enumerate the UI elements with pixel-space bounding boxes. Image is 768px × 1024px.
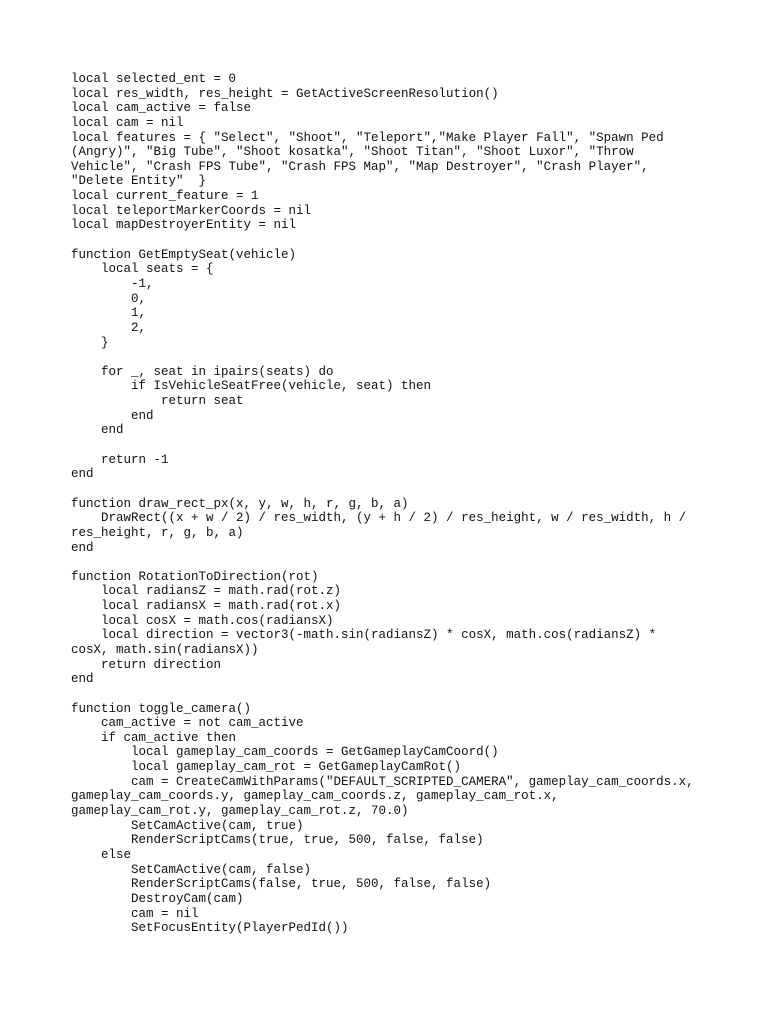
code-line: local mapDestroyerEntity = nil: [71, 218, 297, 233]
code-line: cam = nil: [71, 906, 199, 921]
code-line: [71, 687, 711, 702]
code-line: cam_active = not cam_active: [71, 716, 304, 731]
code-line: if IsVehicleSeatFree(vehicle, seat) then: [71, 379, 432, 394]
code-line: end: [71, 672, 94, 687]
code-line: local cam = nil: [71, 115, 184, 130]
code-line: RenderScriptCams(false, true, 500, false, false): [71, 877, 492, 892]
code-line: [71, 438, 711, 453]
code-line: local gameplay_cam_rot = GetGameplayCamRot(): [71, 760, 462, 775]
code-line: if cam_active then: [71, 730, 237, 745]
code-line: local seats = {: [71, 262, 214, 277]
code-line: (Angry)", "Big Tube", "Shoot kosatka", "Shoot Titan", "Shoot Luxor", "Throw: [71, 145, 634, 160]
code-line: function draw_rect_px(x, y, w, h, r, g, b, a): [71, 496, 409, 511]
code-line: cam = CreateCamWithParams("DEFAULT_SCRIPTED_CAMERA", gameplay_cam_coords.x,: [71, 774, 694, 789]
code-line: SetCamActive(cam, true): [71, 818, 304, 833]
code-line: local teleportMarkerCoords = nil: [71, 203, 312, 218]
code-line: return direction: [71, 657, 222, 672]
code-line: end: [71, 423, 124, 438]
code-line: }: [71, 335, 109, 350]
code-line: local cam_active = false: [71, 101, 252, 116]
code-line: local selected_ent = 0: [71, 72, 237, 86]
code-line: res_height, r, g, b, a): [71, 525, 244, 540]
code-line: [71, 482, 711, 497]
code-line: [71, 555, 711, 570]
code-line: for _, seat in ipairs(seats) do: [71, 364, 334, 379]
code-line: RenderScriptCams(true, true, 500, false, false): [71, 833, 484, 848]
code-line: [71, 350, 711, 365]
code-line: function RotationToDirection(rot): [71, 569, 319, 584]
code-line: 1,: [71, 306, 147, 321]
code-line: gameplay_cam_coords.y, gameplay_cam_coords.z, gameplay_cam_rot.x,: [71, 789, 559, 804]
code-line: end: [71, 540, 94, 555]
code-line: local direction = vector3(-math.sin(radiansZ) * cosX, math.cos(radiansZ) *: [71, 628, 657, 643]
code-line: "Delete Entity" }: [71, 174, 207, 189]
code-line: return -1: [71, 452, 169, 467]
code-line: Vehicle", "Crash FPS Tube", "Crash FPS Map", "Map Destroyer", "Crash Player",: [71, 159, 649, 174]
code-line: function toggle_camera(): [71, 701, 252, 716]
code-line: DestroyCam(cam): [71, 891, 244, 906]
code-line: end: [71, 408, 154, 423]
code-line: local gameplay_cam_coords = GetGameplayCamCoord(): [71, 745, 499, 760]
code-line: end: [71, 467, 94, 482]
code-line: [71, 233, 711, 248]
code-line: else: [71, 847, 132, 862]
code-line: local features = { "Select", "Shoot", "Teleport","Make Player Fall", "Spawn Ped: [71, 130, 664, 145]
code-line: local current_feature = 1: [71, 189, 259, 204]
code-line: function GetEmptySeat(vehicle): [71, 247, 297, 262]
code-line: local res_width, res_height = GetActiveScreenResolution(): [71, 86, 499, 101]
code-document: [71, 72, 711, 936]
code-line: cosX, math.sin(radiansX)): [71, 642, 259, 657]
code-line: 0,: [71, 291, 147, 306]
code-line: SetFocusEntity(PlayerPedId()): [71, 921, 349, 936]
code-line: -1,: [71, 276, 154, 291]
code-line: local cosX = math.cos(radiansX): [71, 613, 334, 628]
code-line: local radiansX = math.rad(rot.x): [71, 599, 342, 614]
code-line: local radiansZ = math.rad(rot.z): [71, 584, 342, 599]
code-line: gameplay_cam_rot.y, gameplay_cam_rot.z, 70.0): [71, 804, 409, 819]
code-line: SetCamActive(cam, false): [71, 862, 312, 877]
code-line: return seat: [71, 394, 244, 409]
code-line: DrawRect((x + w / 2) / res_width, (y + h / 2) / res_height, w / res_width, h /: [71, 511, 687, 526]
code-line: 2,: [71, 320, 147, 335]
